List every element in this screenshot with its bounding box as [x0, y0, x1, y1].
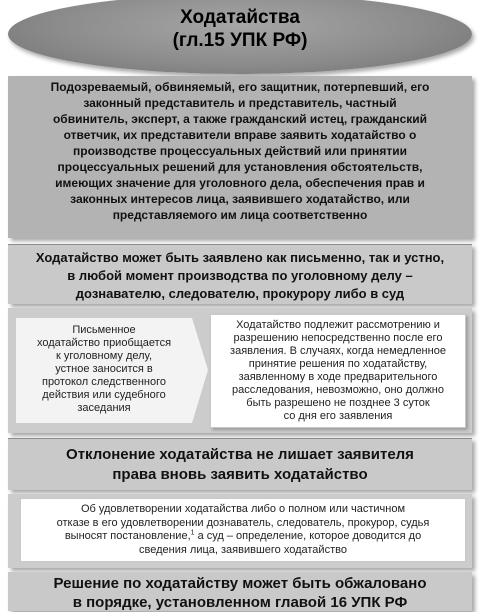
form-line: в любой момент производства по уголовному делу – — [67, 268, 413, 283]
decision-line — [29, 530, 457, 544]
written-line: заседания — [77, 402, 131, 414]
consideration-line: заявления. В случаях, когда немедленное — [230, 345, 446, 357]
consideration-line: со дня его заявления — [283, 410, 393, 422]
participants-line: производстве процессуальных действий или принятии — [73, 144, 407, 158]
participants-line: представляемого им лица соответственно — [112, 208, 368, 222]
participants-line: процессуальных решений для установления обстоятельств, — [57, 160, 423, 174]
participants-line: имеющих значение для уголовного дела, обеспечения прав и — [55, 176, 425, 190]
participants-line: законный представитель и представитель, частный — [83, 96, 397, 110]
consideration-line: заявленному в ходе предварительного — [238, 371, 438, 383]
decision-box — [20, 498, 466, 562]
decision-line: сведения лица, заявившего ходатайство — [139, 543, 347, 556]
rejection-line: Отклонение ходатайства не лишает заявителя — [66, 446, 414, 463]
participants-line: Подозреваемый, обвиняемый, его защитник, потерпевший, его — [50, 80, 430, 94]
decision-text: выносят постановление, — [64, 530, 191, 542]
appeal-box — [8, 572, 472, 611]
title-line-1: Ходатайства — [180, 7, 300, 28]
written-petition-box — [16, 318, 192, 423]
diagram-title — [8, 6, 472, 52]
participants-line: обвинитель, эксперт, а также гражданский истец, гражданский — [52, 112, 428, 126]
consideration-line: принятие решения по ходатайству, — [248, 358, 428, 370]
written-line: ходатайство приобщается — [36, 337, 172, 349]
arrow-right-icon — [192, 318, 208, 423]
form-line: дознавателю, следователю, прокурору либо в суд — [75, 286, 405, 301]
rejection-line: права вновь заявить ходатайство — [112, 466, 368, 483]
written-line: протокол следственного — [41, 376, 166, 388]
written-line: действия или судебного — [42, 389, 166, 401]
participants-line: законных интересов лица, заявившего ходатайство, или — [70, 192, 410, 206]
consideration-box — [210, 314, 466, 428]
appeal-line: Решение по ходатайству может быть обжаловано — [53, 575, 427, 592]
participants-line: ответчик, их представители вправе заявить ходатайство о — [63, 128, 417, 142]
written-line: устное заносится в — [55, 363, 153, 375]
decision-text: а суд – определение, которое доводится до — [194, 530, 422, 542]
title-line-2: (гл.15 УПК РФ) — [172, 30, 308, 51]
appeal-line: в порядке, установленном главой 16 УПК РФ — [72, 594, 408, 611]
decision-line: Об удовлетворении ходатайства либо о полном или частичном — [80, 503, 406, 515]
written-line: к уголовному делу, — [56, 350, 152, 362]
rejection-box — [8, 438, 472, 490]
participants-box — [8, 76, 472, 238]
consideration-line: Ходатайство подлежит рассмотрению и — [236, 319, 440, 331]
petition-form-box — [8, 244, 472, 304]
written-line: Письменное — [72, 324, 136, 336]
consideration-line: разрешению непосредственно после его — [233, 332, 443, 344]
decision-line: отказе в его удовлетворении дознаватель, следователь, прокурор, судья — [56, 516, 430, 529]
footnote-mark: 1 — [190, 529, 195, 537]
form-line: Ходатайство может быть заявлено как письменно, так и устно, — [35, 250, 445, 265]
consideration-line: быть разрешено не позднее 3 суток — [246, 397, 430, 409]
consideration-line: расследования, невозможно, оно должно — [232, 384, 444, 396]
